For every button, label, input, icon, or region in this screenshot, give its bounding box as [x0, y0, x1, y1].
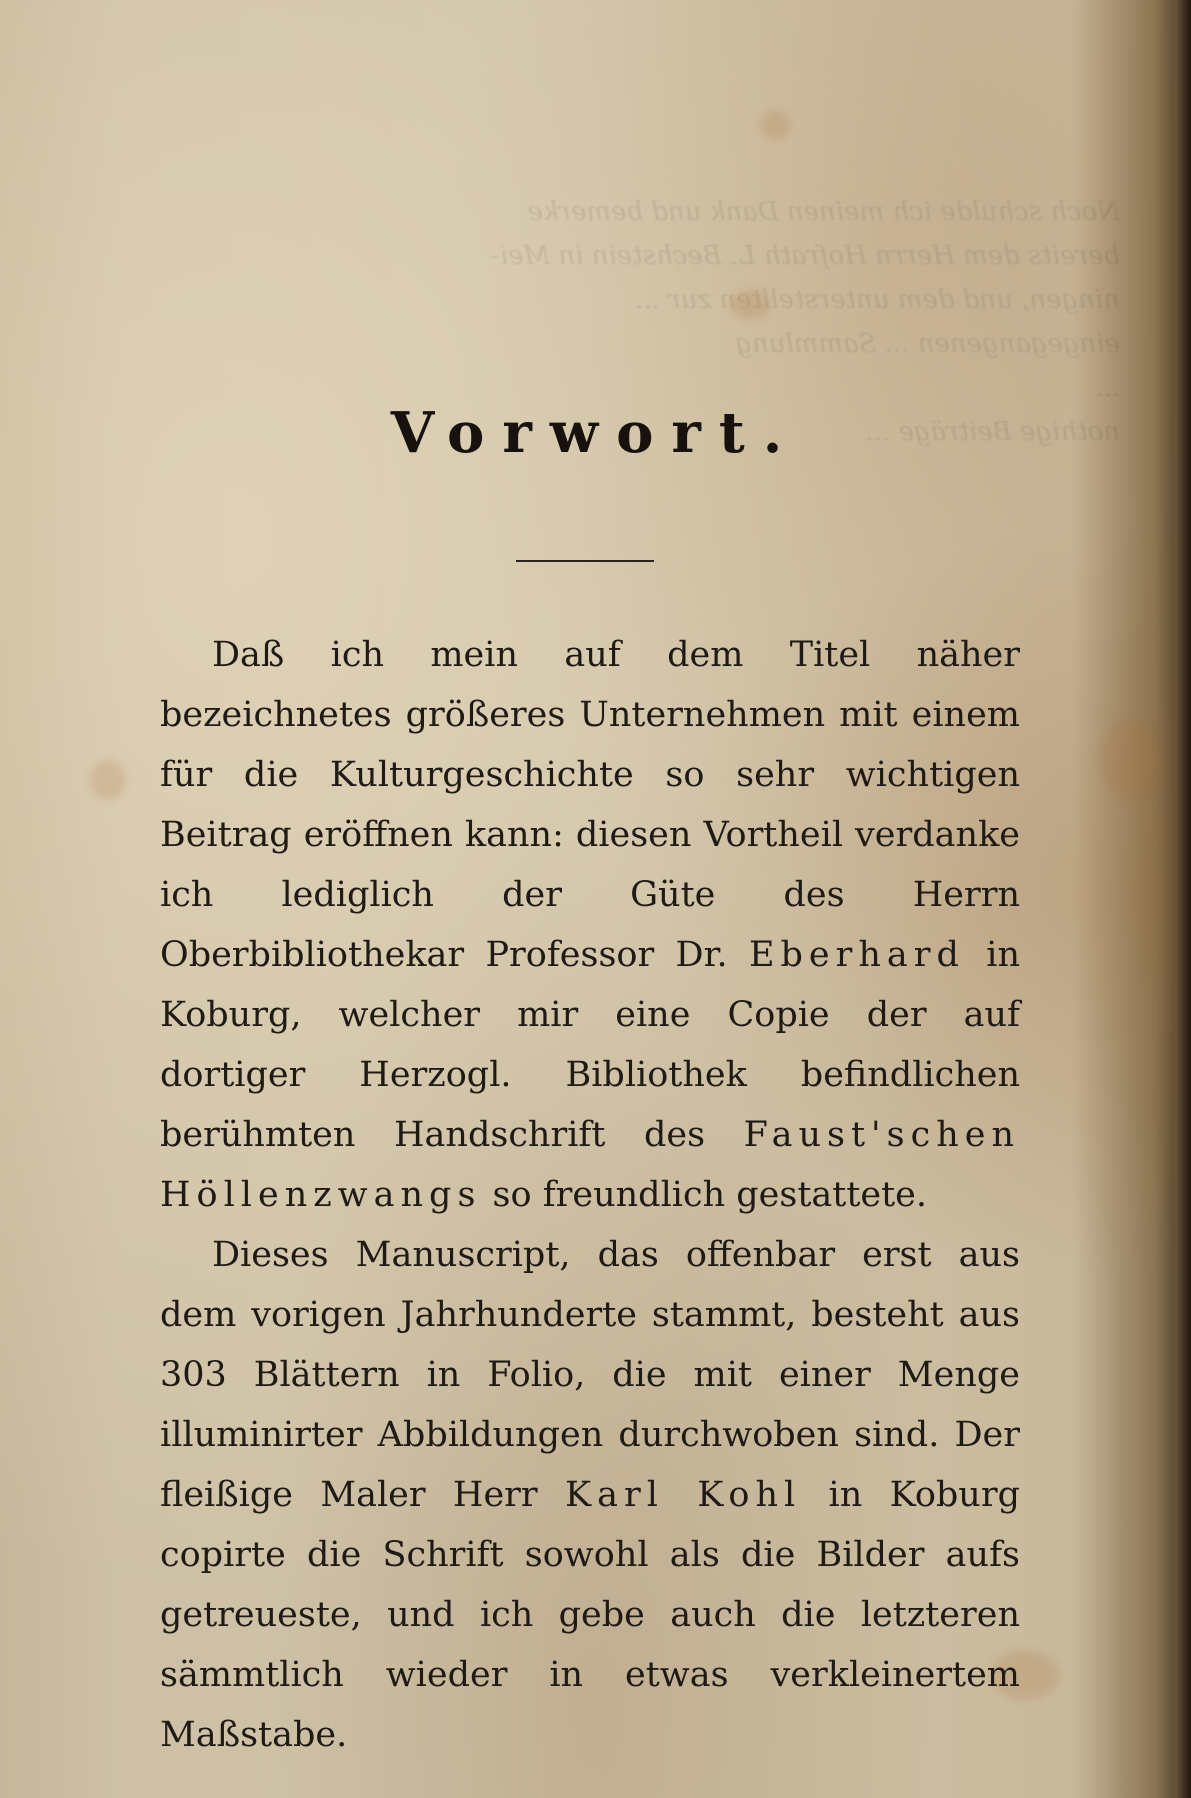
body-text — [160, 625, 1020, 1765]
paragraph-1 — [160, 625, 1020, 1225]
paragraph-1-text-c: so freundlich gestattete. — [481, 1175, 928, 1215]
foxing-stain — [1100, 720, 1160, 800]
paragraph-2-text-b: in Koburg copirte die Schrift sowohl als die Bilder aufs getreueste, und ich gebe auch die letzteren sämmtlich wieder in etwas verkleinertem Maßstabe. — [160, 1475, 1020, 1755]
page-title: Vorwort. — [390, 400, 801, 466]
foxing-stain — [90, 760, 126, 800]
title-divider — [516, 560, 654, 562]
title-faust-hoellenzwang: Faust'schen Höllenzwangs — [160, 1115, 1020, 1215]
paragraph-1-text-b: in Koburg, welcher mir eine Copie der auf dortiger Herzogl. Bibliothek befindlichen berühmten Handschrift des — [160, 935, 1020, 1155]
name-karl-kohl: Karl Kohl — [564, 1475, 802, 1515]
paragraph-2-text-a: Dieses Manuscript, das offenbar erst aus dem vorigen Jahrhunderte stammt, besteht aus 303 Blättern in Folio, die mit einer Menge illuminirter Abbildungen durchwoben sind. Der fleißige Maler Herr — [160, 1235, 1020, 1515]
foxing-stain — [730, 290, 770, 320]
paragraph-2 — [160, 1225, 1020, 1765]
foxing-stain — [760, 110, 790, 140]
name-eberhard: Eberhard — [748, 935, 965, 975]
book-spine-edge — [1175, 0, 1191, 1798]
bleed-through-text: Noch schulde ich meinen Dank und bemerke bereits dem Herrn Hofrath L. Bechstein in Mei- ningen, und dem unterstellten zur ... eingegangenen ... Sammlung ... nothige Beiträge ... — [491, 197, 1120, 447]
paragraph-1-text-a: Daß ich mein auf dem Titel näher bezeichnetes größeres Unternehmen mit einem für die Kulturgeschichte so sehr wichtigen Beitrag eröffnen kann: diesen Vortheil verdanke ich lediglich der Güte des Herrn Oberbibliothekar Professor Dr. — [160, 635, 1020, 975]
